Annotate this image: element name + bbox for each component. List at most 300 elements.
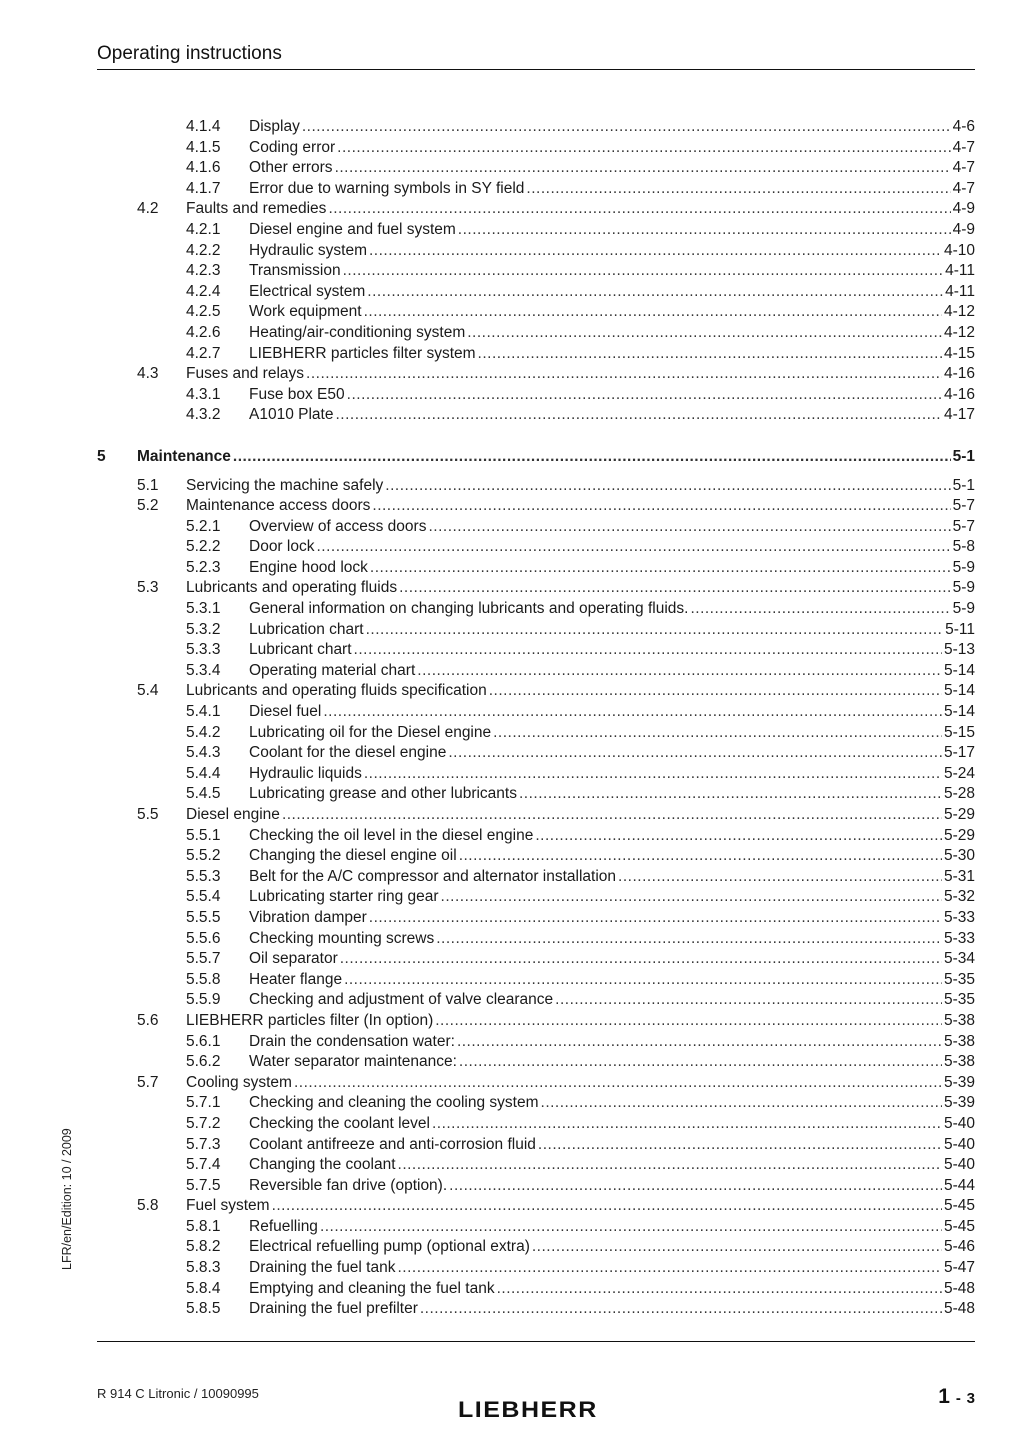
toc-dot-leader [436,929,942,950]
toc-entry-page: 5-34 [943,950,975,968]
toc-entry-line [249,241,975,262]
toc-entry-number: 4.2.3 [186,262,221,280]
liebherr-logo: LIEBHERR [458,1397,598,1423]
toc-entry-number: 5.4 [137,682,159,700]
toc-dot-leader [282,805,942,826]
toc-entry-number: 4.2.2 [186,241,221,259]
toc-entry-row[interactable] [97,908,975,929]
toc-entry-title: Maintenance access doors [186,497,371,515]
toc-entry-page: 4-7 [952,179,975,197]
toc-dot-leader [690,599,950,620]
toc-entry-number: 5.2.1 [186,517,221,535]
toc-entry-title: Electrical refuelling pump (optional extra) [249,1238,530,1256]
toc-dot-leader [459,1052,942,1073]
toc-entry-page: 5-48 [943,1279,975,1297]
toc-entry-page: 4-11 [945,282,975,300]
toc-dot-leader [366,620,944,641]
toc-dot-leader [435,1011,942,1032]
toc-entry-line [186,805,975,826]
toc-entry-title: Faults and remedies [186,200,327,218]
toc-entry-number: 5.6 [137,1011,159,1029]
toc-entry-row[interactable] [97,1032,975,1053]
toc-entry-row[interactable] [97,1135,975,1156]
toc-entry-row[interactable] [97,867,975,888]
toc-entry-page: 5-14 [943,661,975,679]
toc-entry-page: 5-39 [943,1094,975,1112]
toc-entry-number: 4.2.7 [186,344,221,362]
toc-entry-line [249,723,975,744]
toc-entry-number: 5.8 [137,1197,159,1215]
toc-entry-row[interactable] [97,1196,975,1217]
toc-entry-number: 5.7 [137,1073,159,1091]
toc-entry-page: 5-29 [943,826,975,844]
toc-entry-row[interactable] [97,1258,975,1279]
toc-entry-line [249,1299,975,1320]
toc-entry-page: 4-12 [943,303,975,321]
toc-dot-leader [497,1279,942,1300]
toc-dot-leader [354,640,942,661]
toc-entry-page: 5-7 [952,517,975,535]
toc-entry-row[interactable] [97,517,975,538]
toc-entry-page: 5-47 [943,1259,975,1277]
toc-entry-number: 5.8.4 [186,1279,221,1297]
toc-dot-leader [369,241,942,262]
toc-entry-title: Diesel engine [186,806,280,823]
toc-entry-line [186,1011,975,1032]
toc-entry-title: Overview of access doors [249,517,427,535]
toc-dot-leader [337,138,950,159]
toc-entry-title: Changing the coolant [249,1156,396,1174]
toc-entry-row[interactable] [97,599,975,620]
toc-entry-number: 5 [97,447,106,465]
toc-entry-row[interactable] [97,1155,975,1176]
toc-entry-row[interactable] [97,1237,975,1258]
toc-entry-page: 5-14 [943,682,975,700]
toc-entry-row[interactable] [97,846,975,867]
toc-entry-page: 4-12 [943,323,975,341]
toc-dot-leader [294,1073,942,1094]
toc-entry-number: 5.7.5 [186,1176,221,1194]
toc-dot-leader [538,1135,942,1156]
toc-dot-leader [467,323,942,344]
toc-entry-page: 5-31 [943,867,975,885]
toc-entry-row[interactable] [97,929,975,950]
toc-entry-title: Coolant antifreeze and anti-corrosion fluid [249,1135,536,1153]
toc-entry-page: 5-33 [943,929,975,947]
toc-entry-number: 5.2.3 [186,558,221,576]
toc-entry-row[interactable] [97,199,975,220]
toc-dot-leader [316,537,950,558]
toc-entry-number: 5.2.2 [186,538,221,556]
toc-entry-number: 5.7.2 [186,1114,221,1132]
toc-entry-title: Draining the fuel prefilter [249,1300,418,1318]
toc-entry-number: 4.2.5 [186,303,221,321]
toc-entry-title: Checking the oil level in the diesel engine [249,826,534,844]
page-index: 3 [966,1390,975,1407]
toc-entry-row[interactable] [97,743,975,764]
toc-entry-line [249,179,975,200]
page-number [938,1385,975,1409]
toc-entry-number: 4.2 [137,200,159,218]
toc-entry-row[interactable] [97,282,975,303]
toc-entry-title: Error due to warning symbols in SY field [249,179,525,197]
toc-dot-leader [489,681,942,702]
toc-entry-line [249,620,975,641]
toc-entry-row[interactable] [97,640,975,661]
toc-entry-title: Lubricants and operating fluids specification [186,682,487,700]
toc-entry-title: Servicing the machine safely [186,476,384,494]
toc-entry-number: 5.5.5 [186,908,221,926]
toc-entry-page: 4-16 [943,385,975,403]
toc-entry-title: Work equipment [249,303,362,321]
toc-entry-number: 5.6.1 [186,1032,221,1050]
toc-entry-row[interactable] [97,1279,975,1300]
toc-entry-number: 4.1.5 [186,138,221,156]
toc-dot-leader [397,1258,941,1279]
toc-entry-title: Lubricant chart [249,641,352,659]
toc-entry-row[interactable] [97,949,975,970]
toc-entry-number: 5.8.1 [186,1217,221,1235]
toc-entry-page: 5-30 [943,847,975,865]
toc-entry-title: Emptying and cleaning the fuel tank [249,1279,495,1297]
toc-entry-line [186,1073,975,1094]
toc-entry-page: 5-9 [952,558,975,576]
toc-entry-title: Display [249,118,300,135]
toc-entry-line [249,599,975,620]
toc-entry-number: 5.3.2 [186,620,221,638]
toc-entry-page: 5-46 [943,1238,975,1256]
toc-entry-number: 5.7.1 [186,1094,221,1112]
toc-dot-leader [555,990,942,1011]
toc-entry-title: Cooling system [186,1073,292,1091]
toc-entry-line [249,117,975,138]
toc-entry-row[interactable] [97,970,975,991]
toc-entry-page: 4-9 [952,220,975,238]
toc-entry-number: 4.2.1 [186,220,221,238]
toc-entry-title: Oil separator [249,950,338,968]
toc-entry-title: Hydraulic liquids [249,764,362,782]
toc-entry-number: 4.1.6 [186,159,221,177]
toc-entry-number: 4.3.1 [186,385,221,403]
toc-dot-leader [448,743,942,764]
toc-entry-title: Lubricating grease and other lubricants [249,785,517,803]
toc-dot-leader [335,405,942,426]
toc-entry-page: 4-10 [943,241,975,259]
toc-entry-number: 5.2 [137,497,159,515]
toc-entry-page: 5-39 [943,1073,975,1091]
toc-entry-number: 5.4.4 [186,764,221,782]
toc-entry-row[interactable] [97,1176,975,1197]
toc-entry-line [249,1155,975,1176]
toc-entry-row[interactable] [97,138,975,159]
toc-dot-leader [369,908,942,929]
toc-entry-page: 5-17 [943,744,975,762]
toc-dot-leader [417,661,942,682]
toc-entry-title: Diesel engine and fuel system [249,220,456,238]
toc-entry-page: 5-38 [943,1032,975,1050]
toc-entry-line [249,158,975,179]
toc-dot-leader [441,887,942,908]
toc-entry-line [249,929,975,950]
page-chapter: 1 [938,1385,950,1408]
toc-entry-title: Lubricating oil for the Diesel engine [249,723,492,741]
toc-dot-leader [449,1176,942,1197]
toc-entry-page: 5-45 [943,1197,975,1215]
toc-entry-number: 5.8.2 [186,1238,221,1256]
toc-entry-line [249,1032,975,1053]
page-header-title: Operating instructions [97,43,282,64]
toc-entry-number: 5.5.9 [186,991,221,1009]
toc-entry-row[interactable] [97,385,975,406]
toc-entry-page: 5-44 [943,1176,975,1194]
toc-dot-leader [535,826,942,847]
toc-entry-row[interactable] [97,220,975,241]
toc-entry-title: Fuse box E50 [249,385,345,403]
toc-entry-line [186,578,975,599]
toc-entry-number: 5.5.8 [186,970,221,988]
toc-entry-number: 5.5.4 [186,888,221,906]
toc-entry-row[interactable] [97,364,975,385]
toc-dot-leader [233,447,951,468]
toc-chapter-row[interactable] [97,447,975,468]
toc-entry-row[interactable] [97,784,975,805]
toc-entry-row[interactable] [97,887,975,908]
toc-entry-number: 4.2.6 [186,323,221,341]
toc-entry-row[interactable] [97,323,975,344]
toc-entry-page: 5-33 [943,908,975,926]
toc-entry-title: Other errors [249,159,333,177]
toc-entry-row[interactable] [97,681,975,702]
toc-entry-row[interactable] [97,702,975,723]
toc-dot-leader [367,282,943,303]
toc-entry-row[interactable] [97,620,975,641]
toc-entry-page: 5-8 [952,538,975,556]
toc-dot-leader [519,784,942,805]
toc-dot-leader [428,517,950,538]
toc-entry-title: Diesel fuel [249,703,322,721]
toc-entry-line [249,846,975,867]
toc-entry-line [249,558,975,579]
toc-dot-leader [372,496,950,517]
toc-entry-page: 4-15 [943,344,975,362]
toc-entry-number: 5.5.3 [186,867,221,885]
toc-entry-row[interactable] [97,661,975,682]
footer-divider [97,1341,975,1342]
toc-dot-leader [432,1114,942,1135]
toc-dot-leader [272,1196,942,1217]
toc-dot-leader [364,302,942,323]
toc-dot-leader [532,1237,942,1258]
toc-dot-leader [398,1155,942,1176]
toc-entry-title: Draining the fuel tank [249,1259,396,1277]
toc-dot-leader [493,723,942,744]
toc-entry-line [249,517,975,538]
toc-entry-number: 4.3 [137,365,159,383]
toc-entry-line [249,784,975,805]
toc-entry-number: 5.4.5 [186,785,221,803]
toc-dot-leader [459,846,942,867]
toc-entry-page: 5-1 [952,476,975,494]
toc-entry-row[interactable] [97,537,975,558]
toc-entry-line [249,537,975,558]
toc-entry-number: 5.5.7 [186,950,221,968]
toc-entry-line [249,1052,975,1073]
toc-entry-page: 5-40 [943,1114,975,1132]
toc-entry-line [249,344,975,365]
toc-entry-line [249,138,975,159]
toc-entry-page: 5-13 [943,641,975,659]
toc-entry-row[interactable] [97,1093,975,1114]
toc-entry-page: 4-9 [952,200,975,218]
toc-entry-line [249,908,975,929]
toc-entry-page: 5-7 [952,497,975,515]
header-divider [97,69,975,70]
toc-entry-line [249,261,975,282]
toc-entry-line [249,826,975,847]
toc-entry-row[interactable] [97,1073,975,1094]
toc-entry-title: Door lock [249,538,315,556]
toc-entry-number: 5.1 [137,476,159,494]
toc-entry-line [186,681,975,702]
toc-entry-row[interactable] [97,990,975,1011]
toc-entry-page: 5-14 [943,703,975,721]
toc-entry-row[interactable] [97,405,975,426]
toc-entry-line [249,764,975,785]
toc-entry-row[interactable] [97,578,975,599]
toc-entry-number: 5.3.4 [186,661,221,679]
toc-dot-leader [385,476,950,497]
toc-entry-page: 5-28 [943,785,975,803]
edition-label: LFR/en/Edition: 10 / 2009 [60,1128,74,1270]
toc-entry-title: Checking mounting screws [249,929,435,947]
toc-entry-page: 4-16 [943,365,975,383]
toc-entry-line [249,743,975,764]
toc-entry-row[interactable] [97,764,975,785]
toc-entry-title: Hydraulic system [249,241,367,259]
page-separator: - [955,1390,961,1407]
toc-entry-page: 5-48 [943,1300,975,1318]
toc-entry-title: Coding error [249,138,336,156]
toc-entry-line [249,867,975,888]
toc-entry-page: 5-35 [943,991,975,1009]
toc-entry-number: 5.7.3 [186,1135,221,1153]
toc-entry-row[interactable] [97,826,975,847]
toc-dot-leader [458,220,951,241]
toc-entry-title: Lubrication chart [249,620,364,638]
toc-entry-number: 4.2.4 [186,282,221,300]
toc-entry-page: 5-9 [952,600,975,618]
toc-entry-title: Checking and adjustment of valve clearance [249,991,554,1009]
toc-entry-title: LIEBHERR particles filter system [249,344,476,362]
toc-entry-row[interactable] [97,302,975,323]
toc-entry-title: Heating/air-conditioning system [249,323,466,341]
toc-entry-page: 4-17 [943,406,975,424]
toc-entry-title: Fuses and relays [186,365,305,383]
toc-dot-leader [420,1299,942,1320]
toc-entry-page: 5-38 [943,1011,975,1029]
toc-entry-page: 5-35 [943,970,975,988]
toc-entry-line [249,1176,975,1197]
toc-dot-leader [541,1093,942,1114]
toc-entry-line [249,661,975,682]
toc-entry-line [186,199,975,220]
toc-entry-page: 4-7 [952,159,975,177]
toc-entry-number: 5.5 [137,806,159,823]
toc-entry-title: Operating material chart [249,661,416,679]
toc-entry-title: Transmission [249,262,341,280]
toc-entry-line [249,385,975,406]
toc-entry-number: 5.8.5 [186,1300,221,1318]
toc-entry-page: 5-45 [943,1217,975,1235]
toc-entry-title: Fuel system [186,1197,270,1215]
toc-entry-row[interactable] [97,476,975,497]
toc-entry-line [249,990,975,1011]
toc-entry-number: 5.6.2 [186,1053,221,1071]
toc-entry-line [249,1279,975,1300]
toc-dot-leader [526,179,950,200]
toc-entry-line [137,447,975,468]
toc-dot-leader [618,867,942,888]
toc-dot-leader [340,949,942,970]
toc-dot-leader [478,344,942,365]
toc-entry-row[interactable] [97,1114,975,1135]
toc-entry-number: 5.8.3 [186,1259,221,1277]
toc-entry-number: 5.5.1 [186,826,221,844]
toc-entry-row[interactable] [97,241,975,262]
toc-entry-page: 5-32 [943,888,975,906]
toc-entry-row[interactable] [97,1299,975,1320]
toc-entry-row[interactable] [97,496,975,517]
document-reference: R 914 C Litronic / 10090995 [97,1386,259,1401]
toc-entry-number: 5.4.2 [186,723,221,741]
toc-entry-row[interactable] [97,344,975,365]
toc-entry-row[interactable] [97,158,975,179]
toc-dot-leader [370,558,951,579]
toc-entry-number: 4.1.4 [186,118,221,135]
toc-entry-row[interactable] [97,558,975,579]
toc-entry-row[interactable] [97,1052,975,1073]
toc-entry-page: 4-7 [952,138,975,156]
toc-entry-row[interactable] [97,723,975,744]
toc-entry-page: 5-1 [952,447,975,465]
toc-entry-row[interactable] [97,117,975,138]
toc-entry-number: 5.5.6 [186,929,221,947]
toc-entry-row[interactable] [97,805,975,826]
toc-entry-line [249,1114,975,1135]
toc-entry-title: Lubricating starter ring gear [249,888,439,906]
toc-entry-number: 4.3.2 [186,406,221,424]
toc-entry-row[interactable] [97,1217,975,1238]
toc-entry-line [249,282,975,303]
toc-entry-title: Electrical system [249,282,366,300]
toc-entry-page: 4-11 [945,262,975,280]
toc-entry-title: LIEBHERR particles filter (In option) [186,1011,434,1029]
toc-entry-row[interactable] [97,179,975,200]
toc-entry-title: Checking and cleaning the cooling system [249,1094,539,1112]
toc-entry-line [249,970,975,991]
toc-entry-row[interactable] [97,261,975,282]
toc-entry-page: 5-24 [943,764,975,782]
toc-entry-title: Heater flange [249,970,343,988]
toc-entry-number: 5.3.3 [186,641,221,659]
toc-entry-line [186,496,975,517]
toc-dot-leader [399,578,950,599]
toc-entry-line [249,640,975,661]
toc-dot-leader [335,158,951,179]
toc-entry-title: Maintenance [137,447,231,465]
toc-entry-row[interactable] [97,1011,975,1032]
toc-entry-title: Vibration damper [249,908,367,926]
